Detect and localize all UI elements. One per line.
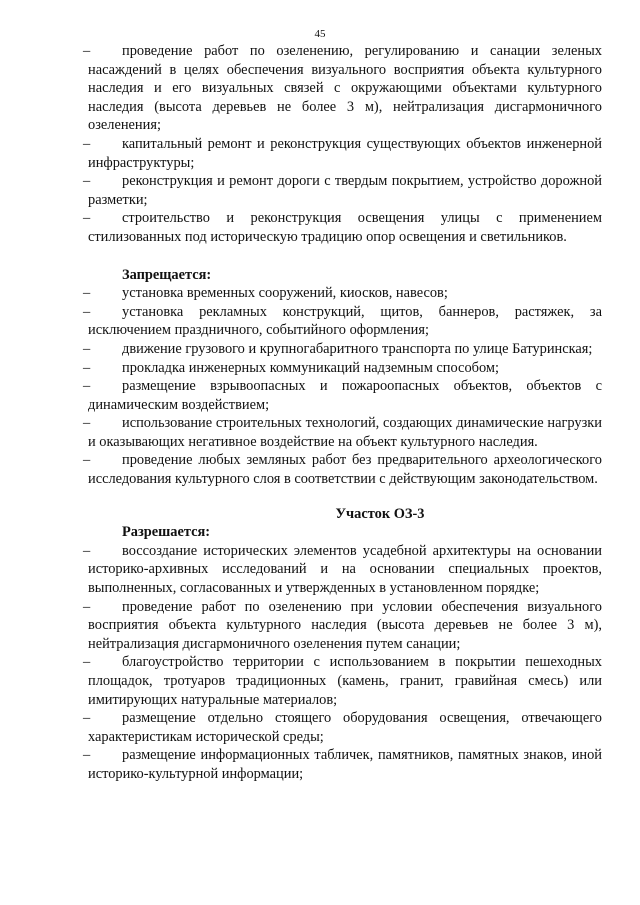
dash-marker: – <box>83 359 91 376</box>
dash-marker: – <box>83 340 91 357</box>
dash-marker: – <box>83 710 91 727</box>
list-item: – строительство и реконструкция освещения улицы с применением стилизованных под историческую традицию опор освещения и светильников. <box>83 210 602 245</box>
allowed-list <box>83 542 602 784</box>
intro-list <box>83 42 602 247</box>
list-item: – капитальный ремонт и реконструкция существующих объектов инженерной инфраструктуры; <box>83 135 602 171</box>
dash-marker: – <box>83 747 91 764</box>
dash-marker: – <box>83 378 91 395</box>
prohibited-heading: Запрещается: <box>122 266 212 283</box>
list-item: – проведение работ по озеленению при условии обеспечения визуального восприятия объекта культурного наследия (высота деревьев не более 3 м), нейтрализация дисгармоничного озеленения путем санации; <box>83 598 602 652</box>
list-item: – благоустройство территории с использованием в покрытии пешеходных площадок, тротуаров традиционных (камень, гранит, гравийная смесь) или имитирующих натуральные материалов; <box>83 654 602 708</box>
list-item: – прокладка инженерных коммуникаций надземным способом; <box>83 359 499 376</box>
dash-marker: – <box>83 43 91 59</box>
list-item: – размещение отдельно стоящего оборудования освещения, отвечающего характеристикам исторической среды; <box>83 710 602 745</box>
dash-marker: – <box>83 654 91 671</box>
list-item: – воссоздание исторических элементов усадебной архитектуры на основании историко-архивных исследований и на основании специальных проектов, выполненных, согласованных и утвержденных в установленном порядке; <box>83 542 602 597</box>
document-body <box>83 42 602 784</box>
dash-marker: – <box>83 210 91 227</box>
dash-marker: – <box>83 135 91 152</box>
dash-marker: – <box>83 542 91 559</box>
dash-marker: – <box>83 415 91 432</box>
dash-marker: – <box>83 303 91 320</box>
prohibited-list <box>83 284 602 489</box>
list-item: – установка временных сооружений, киосков, навесов; <box>83 285 448 302</box>
dash-marker: – <box>83 173 91 190</box>
list-item: – проведение любых земляных работ без предварительного археологического исследования культурного слоя в соответствии с действующим законодательством. <box>83 452 602 488</box>
list-item: – реконструкция и ремонт дороги с твердым покрытием, устройство дорожной разметки; <box>83 173 602 208</box>
list-item: – размещение взрывоопасных и пожароопасных объектов, объектов с динамическим воздействием; <box>83 378 602 413</box>
page-number: 45 <box>314 28 326 40</box>
list-item: – установка рекламных конструкций, щитов, баннеров, растяжек, за исключением праздничного, событийного оформления; <box>83 303 602 339</box>
allowed-heading: Разрешается: <box>122 524 211 541</box>
dash-marker: – <box>83 452 91 469</box>
list-item: – проведение работ по озеленению, регулированию и санации зеленых насаждений в целях обеспечения визуального восприятия объекта культурного наследия и его визуальных связей с окружающими объектами культурного наследия (высота деревьев не более 3 м), нейтрализация дисгармоничного озеленения; <box>83 43 602 134</box>
list-item: – размещение информационных табличек, памятников, памятных знаков, иной историко-культурной информации; <box>83 747 602 782</box>
dash-marker: – <box>83 285 91 302</box>
section-title: Участок ОЗ-3 <box>335 505 425 522</box>
list-item: – использование строительных технологий, создающих динамические нагрузки и оказывающих негативное воздействие на объект культурного наследия. <box>83 415 602 450</box>
dash-marker: – <box>83 598 91 615</box>
list-item: – движение грузового и крупногабаритного транспорта по улице Батуринская; <box>83 340 593 357</box>
